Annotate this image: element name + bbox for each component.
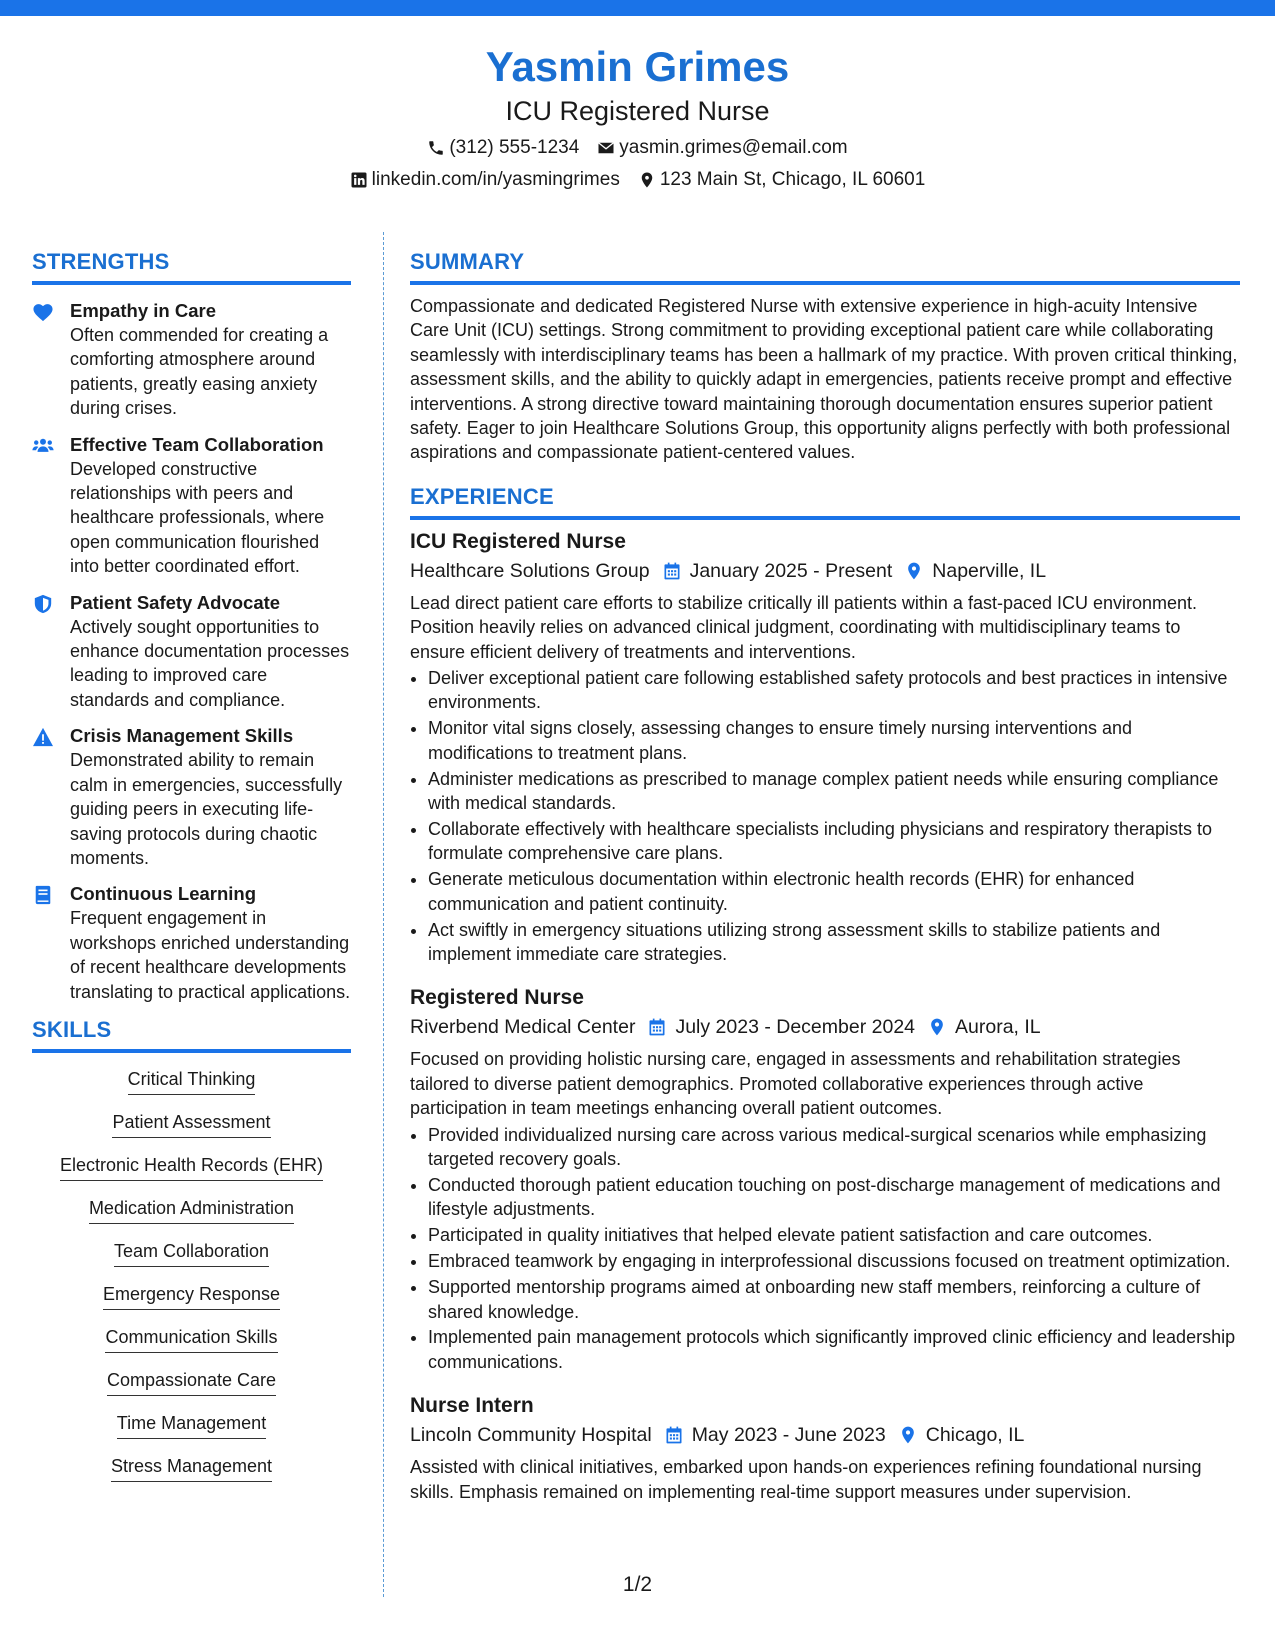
strength-title: Patient Safety Advocate — [70, 591, 281, 613]
job-dates: July 2023 - December 2024 — [675, 1016, 916, 1039]
job-bullets — [410, 1123, 1240, 1375]
strength-item — [32, 591, 351, 713]
job-bullet: • Implemented pain management protocols which significantly improved clinic efficiency and leadership communications. — [428, 1325, 1240, 1374]
strength-title: Continuous Learning — [70, 883, 257, 905]
skill-item: Electronic Health Records (EHR) — [60, 1153, 323, 1181]
job-meta — [410, 557, 1240, 585]
phone-icon — [427, 139, 445, 157]
email-text[interactable]: yasmin.grimes@email.com — [619, 137, 848, 158]
contact-row-2 — [0, 168, 1275, 192]
phone-text: (312) 555-1234 — [449, 137, 580, 158]
shield-icon — [32, 591, 70, 713]
skill-item: Emergency Response — [103, 1282, 280, 1310]
skill-item: Compassionate Care — [107, 1368, 276, 1396]
skill-item: Critical Thinking — [128, 1067, 256, 1095]
linkedin-icon — [350, 171, 368, 189]
job-description: Lead direct patient care efforts to stabilize critically ill patients within a fast-paced ICU environment. Position heavily relies on advanced clinical judgment, coordinating with multidisciplinary teams to ensure efficient delivery of treatments and interventions. — [410, 592, 1198, 662]
heart-icon — [32, 299, 70, 421]
strength-item — [32, 882, 351, 1004]
job-description: Focused on providing holistic nursing care, engaged in assessments and rehabilitation strategies tailored to diverse patient demographics. Promoted collaborative experiences through active participation in team meetings enhancing overall patient outcomes. — [410, 1049, 1181, 1119]
book-icon — [32, 882, 70, 1004]
strength-title: Effective Team Collaboration — [70, 433, 324, 455]
map-pin-icon — [904, 561, 924, 581]
skill-item: Stress Management — [111, 1454, 272, 1482]
candidate-name: Yasmin Grimes — [485, 43, 790, 90]
job-bullet: • Participated in quality initiatives that helped elevate patient satisfaction and care outcomes. — [428, 1223, 1240, 1247]
strength-title: Empathy in Care — [70, 300, 216, 321]
job-bullet: • Provided individualized nursing care across various medical-surgical scenarios while emphasizing targeted recovery goals. — [428, 1123, 1240, 1172]
skill-item: Time Management — [117, 1411, 266, 1439]
phone-contact — [427, 136, 579, 160]
strengths-list — [32, 299, 351, 1004]
job-bullet: • Conducted thorough patient education touching on post-discharge management of medications and lifestyle adjustments. — [428, 1173, 1240, 1222]
job-location: Aurora, IL — [955, 1016, 1041, 1039]
strength-item — [32, 433, 351, 579]
envelope-icon — [597, 139, 615, 157]
skill-item: Medication Administration — [89, 1196, 294, 1224]
address-text: 123 Main St, Chicago, IL 60601 — [659, 169, 926, 190]
left-column — [32, 248, 351, 1497]
job-company: Healthcare Solutions Group — [410, 559, 650, 582]
job-location: Chicago, IL — [925, 1424, 1025, 1447]
job-bullets — [410, 666, 1240, 966]
summary-text: Compassionate and dedicated Registered Nurse with extensive experience in high-acuity Intensive Care Unit (ICU) settings. Strong commitment to providing exceptional patient care while collaborating seamlessly with interdisciplinary teams has been a hallmark of my practice. With proven critical thinking, assessment skills, and the ability to quickly adapt in emergencies, patients receive prompt and effective interventions. A strong directive toward maintaining thorough documentation ensures superior patient safety. Eager to join Healthcare Solutions Group, this opportunity aligns perfectly with both professional aspirations and compassionate patient-centered values. — [410, 296, 1238, 463]
job-meta — [410, 1421, 1240, 1449]
contact-row-1 — [0, 136, 1275, 160]
job-bullet: • Embraced teamwork by engaging in interprofessional discussions focused on treatment optimization. — [428, 1249, 1240, 1273]
strength-title: Crisis Management Skills — [70, 725, 294, 747]
job-location: Naperville, IL — [932, 559, 1047, 582]
linkedin-contact[interactable] — [350, 168, 620, 192]
map-pin-icon — [927, 1017, 947, 1037]
warning-icon — [32, 724, 70, 870]
calendar-icon — [664, 1425, 684, 1445]
strengths-heading: STRENGTHS — [32, 248, 351, 285]
job-bullet: • Administer medications as prescribed to manage complex patient needs while ensuring compliance with medical standards. — [428, 767, 1240, 816]
job-bullet: • Supported mentorship programs aimed at onboarding new staff members, reinforcing a culture of shared knowledge. — [428, 1275, 1240, 1324]
job-dates: January 2025 - Present — [689, 559, 893, 582]
column-divider — [383, 232, 384, 1597]
job-title: ICU Registered Nurse — [410, 529, 626, 553]
summary-heading: SUMMARY — [410, 248, 1240, 285]
map-pin-icon — [638, 171, 656, 189]
top-accent-bar — [0, 0, 1275, 16]
strength-item — [32, 724, 351, 870]
skill-item: Communication Skills — [105, 1325, 277, 1353]
strength-description: Demonstrated ability to remain calm in emergencies, successfully guiding peers in executing life-saving protocols during chaotic moments. — [70, 750, 343, 868]
job-entry — [410, 1392, 1240, 1504]
email-contact[interactable] — [597, 136, 847, 160]
job-entry — [410, 984, 1240, 1374]
strength-description: Frequent engagement in workshops enriched understanding of recent healthcare developments translating to practical applications. — [70, 908, 351, 1002]
job-meta — [410, 1013, 1240, 1041]
strength-description: Developed constructive relationships with peers and healthcare professionals, where open communication flourished into better coordinated effort. — [70, 458, 325, 577]
calendar-icon — [662, 561, 682, 581]
job-company: Lincoln Community Hospital — [410, 1424, 652, 1447]
page-number: 1/2 — [622, 1573, 653, 1596]
strength-item — [32, 299, 351, 421]
skill-item: Team Collaboration — [114, 1239, 269, 1267]
job-description: Assisted with clinical initiatives, embarked upon hands-on experiences refining foundational nursing skills. Emphasis remained on implementing real-time support measures under supervision. — [410, 1457, 1202, 1502]
job-title: Nurse Intern — [410, 1394, 534, 1418]
job-bullet: • Collaborate effectively with healthcare specialists including physicians and respiratory therapists to formulate comprehensive care plans. — [428, 817, 1240, 866]
address-contact — [638, 168, 925, 192]
skills-list — [32, 1067, 351, 1497]
calendar-icon — [647, 1017, 667, 1037]
job-dates: May 2023 - June 2023 — [691, 1424, 886, 1447]
job-bullet: • Deliver exceptional patient care following established safety protocols and best practices in intensive environments. — [428, 666, 1240, 715]
users-icon — [32, 433, 70, 579]
skill-item: Patient Assessment — [112, 1110, 270, 1138]
resume-header — [0, 42, 1275, 192]
job-bullet: • Monitor vital signs closely, assessing changes to ensure timely nursing interventions and modifications to treatment plans. — [428, 716, 1240, 765]
right-column — [410, 248, 1240, 1504]
strength-description: Often commended for creating a comforting atmosphere around patients, greatly easing anxiety during crises. — [70, 325, 329, 419]
job-title: Registered Nurse — [410, 986, 584, 1010]
experience-heading: EXPERIENCE — [410, 483, 1240, 520]
strength-description: Actively sought opportunities to enhance documentation processes leading to improved care standards and compliance. — [70, 616, 350, 710]
map-pin-icon — [898, 1425, 918, 1445]
linkedin-text[interactable]: linkedin.com/in/yasmingrimes — [371, 169, 620, 190]
job-bullet: • Act swiftly in emergency situations utilizing strong assessment skills to stabilize patients and implement immediate care strategies. — [428, 918, 1240, 967]
job-entry — [410, 528, 1240, 967]
job-bullet: • Generate meticulous documentation within electronic health records (EHR) for enhanced communication and patient continuity. — [428, 867, 1240, 916]
candidate-title: ICU Registered Nurse — [505, 96, 770, 126]
job-company: Riverbend Medical Center — [410, 1016, 636, 1039]
skills-heading: SKILLS — [32, 1016, 351, 1053]
